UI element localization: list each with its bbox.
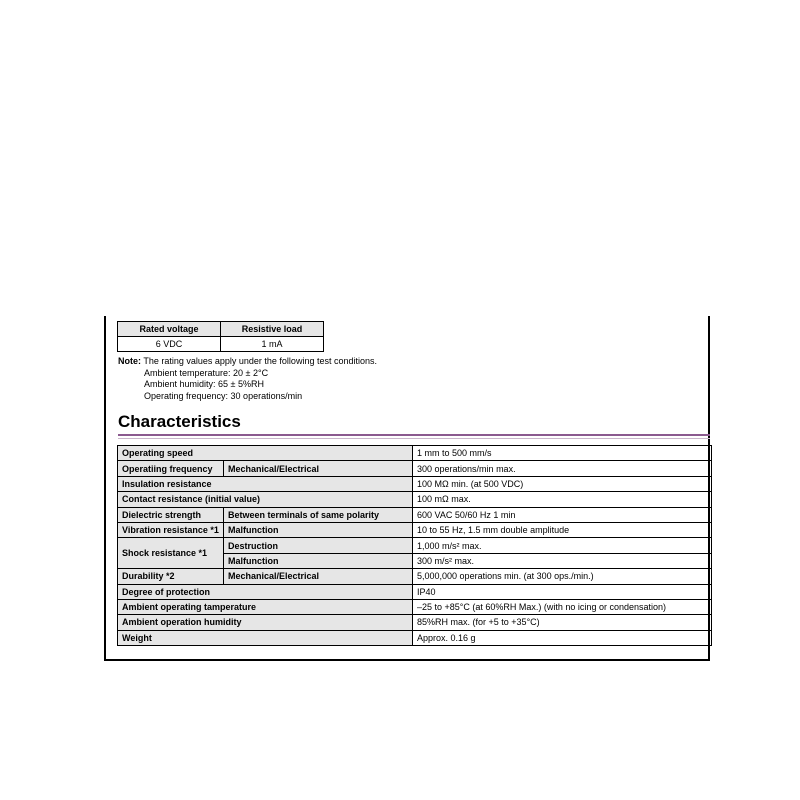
row-label: Operating speed [118,446,413,461]
rating-header-row [118,322,324,337]
row-label: Operatiing frequency [118,461,224,476]
row-sublabel: Mechanical/Electrical [224,461,413,476]
row-value: –25 to +85°C (at 60%RH Max.) (with no icing or condensation) [413,599,712,614]
row-sublabel: Malfunction [224,553,413,568]
rating-voltage-value: 6 VDC [118,337,221,352]
row-value: 1 mm to 500 mm/s [413,446,712,461]
table-row [118,538,712,553]
row-value: Approx. 0.16 g [413,630,712,645]
row-value: 300 operations/min max. [413,461,712,476]
table-row [118,507,712,522]
rating-note [118,356,377,402]
rating-load-value: 1 mA [221,337,324,352]
row-label: Insulation resistance [118,476,413,491]
table-row [118,615,712,630]
row-value: 85%RH max. (for +5 to +35°C) [413,615,712,630]
note-line [118,356,377,368]
table-row [118,630,712,645]
rating-row [118,337,324,352]
table-row [118,584,712,599]
row-value: 100 MΩ min. (at 500 VDC) [413,476,712,491]
note-ambient-humidity: Ambient humidity: 65 ± 5%RH [144,379,264,389]
row-value: 1,000 m/s² max. [413,538,712,553]
rating-table [117,321,324,352]
row-label: Contact resistance (initial value) [118,492,413,507]
row-value: 5,000,000 operations min. (at 300 ops./min.) [413,569,712,584]
row-label: Ambient operating tamperature [118,599,413,614]
table-row [118,446,712,461]
heading-rule-light [118,438,710,439]
row-value: 300 m/s² max. [413,553,712,568]
row-label: Ambient operation humidity [118,615,413,630]
row-value: 600 VAC 50/60 Hz 1 min [413,507,712,522]
table-row [118,599,712,614]
table-row [118,476,712,491]
table-row [118,492,712,507]
heading-rule [118,434,710,436]
table-row [118,522,712,537]
note-text: The rating values apply under the following test conditions. [143,356,377,366]
row-value: 10 to 55 Hz, 1.5 mm double amplitude [413,522,712,537]
row-sublabel: Between terminals of same polarity [224,507,413,522]
row-sublabel: Malfunction [224,522,413,537]
row-label: Vibration resistance *1 [118,522,224,537]
note-ambient-temperature: Ambient temperature: 20 ± 2°C [144,367,269,378]
note-label: Note: [118,356,141,366]
row-sublabel: Mechanical/Electrical [224,569,413,584]
table-row [118,461,712,476]
characteristics-table [117,445,712,646]
note-operating-frequency: Operating frequency: 30 operations/min [144,390,303,401]
row-label: Durability *2 [118,569,224,584]
rating-header-load: Resistive load [221,322,324,337]
row-label: Dielectric strength [118,507,224,522]
rating-header-voltage: Rated voltage [118,322,221,337]
row-label: Shock resistance *1 [118,538,224,569]
row-label: Degree of protection [118,584,413,599]
section-heading: Characteristics [118,412,241,431]
table-row [118,569,712,584]
row-value: IP40 [413,584,712,599]
row-sublabel: Destruction [224,538,413,553]
row-label: Weight [118,630,413,645]
row-value: 100 mΩ max. [413,492,712,507]
